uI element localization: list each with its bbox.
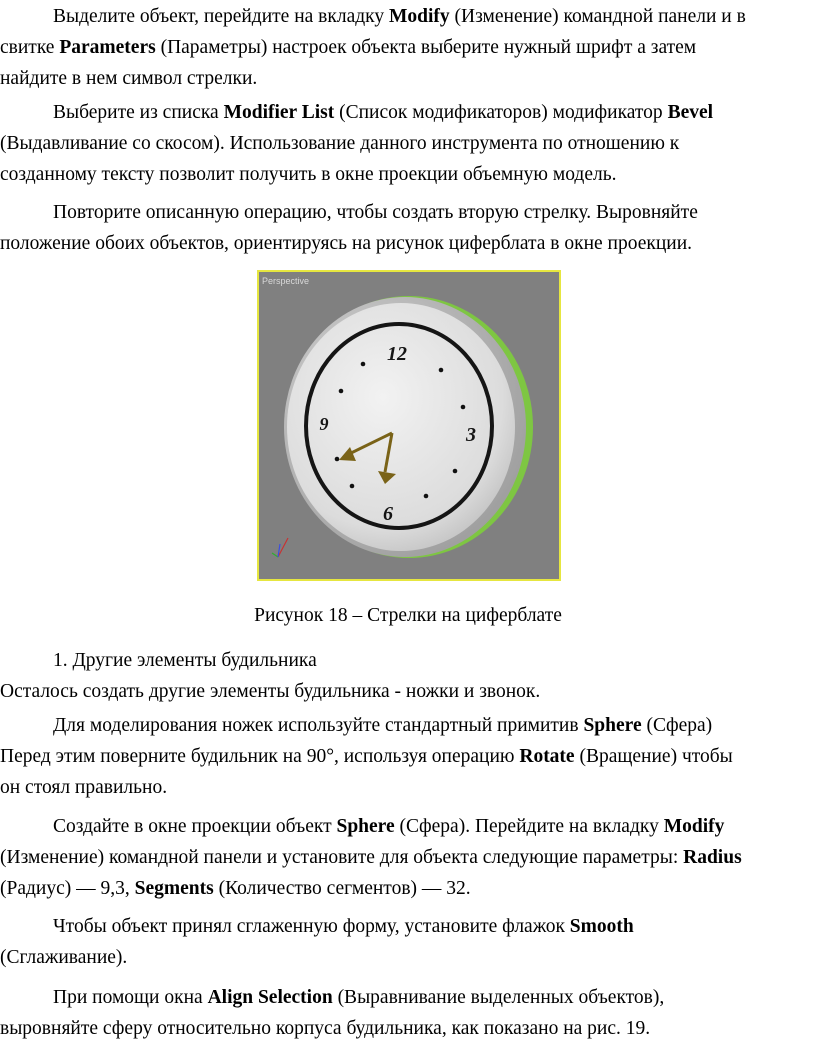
bold-term: Bevel	[667, 102, 714, 123]
text-segment: (Количество сегментов) — 32.	[213, 878, 471, 899]
text-line	[0, 228, 816, 259]
text-line	[0, 811, 816, 842]
text-line	[0, 741, 816, 772]
text-segment: (Сфера). Перейдите на вкладку	[394, 816, 664, 837]
text-line	[0, 942, 816, 973]
bold-term: Modify	[663, 816, 725, 837]
text-line	[0, 1013, 816, 1044]
bold-term: Segments	[134, 878, 214, 899]
clock-number-6: 6	[383, 503, 393, 525]
text-line	[0, 982, 816, 1013]
text-segment: он стоял правильно.	[0, 777, 168, 798]
bold-term: Modify	[388, 6, 450, 27]
text-segment: (Сглаживание).	[0, 947, 128, 968]
bold-term: Parameters	[59, 37, 156, 58]
viewport-label: Perspective	[262, 276, 310, 286]
text-line	[0, 128, 816, 159]
text-line	[0, 63, 816, 94]
text-segment: Осталось создать другие элементы будильника - ножки и звонок.	[0, 681, 541, 702]
text-segment: (Список модификаторов) модификатор	[334, 102, 668, 123]
text-line	[0, 873, 816, 904]
text-line	[0, 32, 816, 63]
clock-number-9: 9	[319, 414, 329, 434]
text-segment: (Вращение) чтобы	[574, 746, 733, 767]
text-segment: Чтобы объект принял сглаженную форму, установите флажок	[53, 916, 570, 937]
paragraph-sphere-params	[0, 811, 816, 904]
paragraph-smooth	[0, 911, 816, 973]
text-segment: 1. Другие элементы будильника	[53, 650, 317, 671]
text-segment: положение обоих объектов, ориентируясь на рисунок циферблата в окне проекции.	[0, 233, 693, 254]
bold-term: Modifier List	[223, 102, 335, 123]
text-segment: (Изменение) командной панели и установите для объекта следующие параметры:	[0, 847, 684, 868]
bold-term: Smooth	[569, 916, 634, 937]
text-segment: (Выдавливание со скосом). Использование данного инструмента по отношению к	[0, 133, 680, 154]
text-segment: (Параметры) настроек объекта выберите нужный шрифт а затем	[155, 37, 697, 58]
text-line	[0, 645, 816, 676]
clock-number-12: 12	[387, 343, 407, 365]
text-segment: При помощи окна	[53, 987, 208, 1008]
text-line	[0, 772, 816, 803]
text-line	[0, 97, 816, 128]
text-segment: (Выравнивание выделенных объектов),	[332, 987, 665, 1008]
text-segment: (Изменение) командной панели и в	[449, 6, 746, 27]
text-segment: Выберите из списка	[53, 102, 224, 123]
figure-caption: Рисунок 18 – Стрелки на циферблате	[254, 605, 562, 626]
text-line	[0, 197, 816, 228]
bold-term: Sphere	[336, 816, 395, 837]
text-segment: созданному тексту позволит получить в окне проекции объемную модель.	[0, 164, 617, 185]
text-segment: свитке	[0, 37, 60, 58]
paragraph-other-elements	[0, 645, 816, 707]
clock-render	[259, 272, 559, 579]
axis-gizmo	[272, 538, 288, 557]
paragraph-select-arrow	[0, 1, 816, 94]
text-segment: Для моделирования ножек используйте стандартный примитив	[53, 715, 584, 736]
viewport-figure	[257, 270, 561, 581]
text-segment: (Радиус) — 9,3,	[0, 878, 135, 899]
text-line	[0, 676, 816, 707]
text-segment: (Сфера)	[641, 715, 713, 736]
text-line	[0, 1, 816, 32]
text-segment: Создайте в окне проекции объект	[53, 816, 337, 837]
bold-term: Radius	[683, 847, 742, 868]
text-segment: Повторите описанную операцию, чтобы создать вторую стрелку. Выровняйте	[53, 202, 698, 223]
clock-number-3: 3	[466, 424, 476, 446]
bold-term: Rotate	[519, 746, 575, 767]
paragraph-bevel	[0, 97, 816, 190]
text-line	[0, 159, 816, 190]
text-line	[0, 710, 816, 741]
bold-term: Align Selection	[207, 987, 333, 1008]
text-line	[0, 842, 816, 873]
text-segment: найдите в нем символ стрелки.	[0, 68, 258, 89]
text-segment: выровняйте сферу относительно корпуса будильника, как показано на рис. 19.	[0, 1018, 651, 1039]
bold-term: Sphere	[583, 715, 642, 736]
text-line	[0, 911, 816, 942]
paragraph-sphere-legs	[0, 710, 816, 803]
paragraph-align	[0, 982, 816, 1044]
text-segment: Выделите объект, перейдите на вкладку	[53, 6, 389, 27]
paragraph-second-arrow	[0, 197, 816, 259]
text-segment: Перед этим поверните будильник на 90°, используя операцию	[0, 746, 520, 767]
